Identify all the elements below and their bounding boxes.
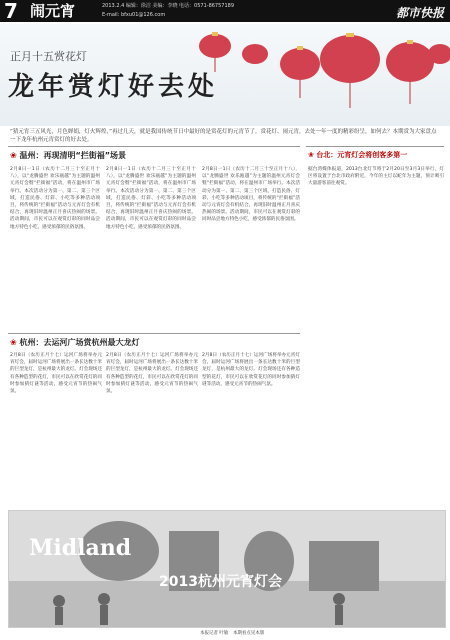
- photo-caption: 2013杭州元宵灯会: [159, 574, 282, 590]
- banner-subtitle: 正月十五赏花灯: [10, 50, 87, 63]
- section-title-hangzhou: ❀ 杭州：去运河广场赏杭州最大龙灯: [10, 338, 140, 347]
- flower-icon: ❀: [10, 151, 17, 160]
- section-body-hangzhou-col3: 2月8日（农历正月十七）运河广场将举办元宵灯会，届时运河广场将展出一条长达数十米的巨型龙灯，是杭州最大的龙灯。灯会现场还有各种造型的花灯，市民可以在欣赏花灯的同时参加猜灯谜等活动，感受元宵节的热闹气氛。: [202, 353, 300, 387]
- section-body-wenzhou-col2: 2月8日一1日（农历十二月三十至正月十八），以“龙腾盛世 欢乐瓯越”为主题的温州元宵灯会暨“拦街福”活动，将在温州市广场举行。本次活动分为第一、第二、第三个区域，打造民俗、灯彩、小吃等多种活动项目，将传统的“拦街福”活动与元宵灯会有机结合，再现旧时温州正月喜庆热闹的场景。活动期间，市民可以在观赏灯彩的同时品尝地方特色小吃，感受浓郁的民俗氛围。: [106, 167, 196, 230]
- header-info: 2013.2.4 编辑：徐洁 美编：李晓 电话：0571-86757189: [102, 3, 235, 9]
- section-body-taipei: 据台湾媒体报道，2013台北灯节将于2月20日至3月3日举行，灯区将设置于台北市政府附近，今年的主灯以蛇年为主题，预计吸引大量游客前往观赏。: [308, 167, 444, 187]
- section-body-hangzhou-col2: 2月8日（农历正月十七）运河广场将举办元宵灯会，届时运河广场将展出一条长达数十米的巨型龙灯，是杭州最大的龙灯。灯会现场还有各种造型的花灯，市民可以在欣赏花灯的同时参加猜灯谜等活动，感受元宵节的热闹气氛。: [106, 353, 198, 395]
- header-email: E-mail: bfxu01@126.com: [102, 12, 166, 18]
- section-body-wenzhou-col1: 2月8日一1日（农历十二月三十至正月十八），以“龙腾盛世 欢乐瓯越”为主题的温州元宵灯会暨“拦街福”活动，将在温州市广场举行。本次活动分为第一、第二、第三个区域，打造民俗、灯彩、小吃等多种活动项目，将传统的“拦街福”活动与元宵灯会有机结合，再现旧时温州正月喜庆热闹的场景。活动期间，市民可以在观赏灯彩的同时品尝地方特色小吃，感受浓郁的民俗氛围。: [10, 167, 100, 230]
- lantern-festival-photo: [9, 511, 445, 627]
- flower-icon: ❀: [10, 338, 17, 347]
- event-photo: [8, 510, 446, 628]
- divider: [8, 333, 300, 334]
- paper-name: 都市快报: [395, 6, 444, 20]
- flower-icon: ❀: [308, 151, 314, 159]
- photo-sign: Midland: [29, 535, 132, 561]
- page-number: 7: [4, 0, 18, 23]
- section-title-taipei: ❀ 台北：元宵灯会将创客多第一: [308, 151, 408, 159]
- section-body-hangzhou-col1: 2月8日（农历正月十七）运河广场将举办元宵灯会，届时运河广场将展出一条长达数十米的巨型龙灯，是杭州最大的龙灯。灯会现场还有各种造型的花灯，市民可以在欣赏花灯的同时参加猜灯谜等活动，感受元宵节的热闹气氛。: [10, 353, 102, 395]
- footer-note: 本报记者 叶敏 本期看点见本版: [200, 631, 265, 636]
- banner-title: 龙年赏灯好去处: [8, 72, 219, 102]
- divider: [8, 146, 300, 147]
- section-title-wenzhou: ❀ 温州：再现清明“拦街福”场景: [10, 151, 127, 160]
- divider: [306, 146, 444, 147]
- lead-text: “猜元宵三五风光，月色婵娟，灯火辉煌，”再过几天，就是我国传统节日中最好的是赏花灯的元宵节了。赏花灯、闹元宵，去处一年一度的精彩纷呈，如何去？本期赏为大家盘点一下龙年杭州元宵赏灯的好去处。: [10, 129, 437, 143]
- section-body-wenzhou-col3: 2月8日一1日（农历十二月三十至正月十八），以“龙腾盛世 欢乐瓯越”为主题的温州元宵灯会暨“拦街福”活动，将在温州市广场举行。本次活动分为第一、第二、第三个区域，打造民俗、灯彩、小吃等多种活动项目，将传统的“拦街福”活动与元宵灯会有机结合，再现旧时温州正月喜庆热闹的场景。活动期间，市民可以在观赏灯彩的同时品尝地方特色小吃，感受浓郁的民俗氛围。: [202, 167, 300, 223]
- section-name: 闹元宵: [30, 2, 76, 20]
